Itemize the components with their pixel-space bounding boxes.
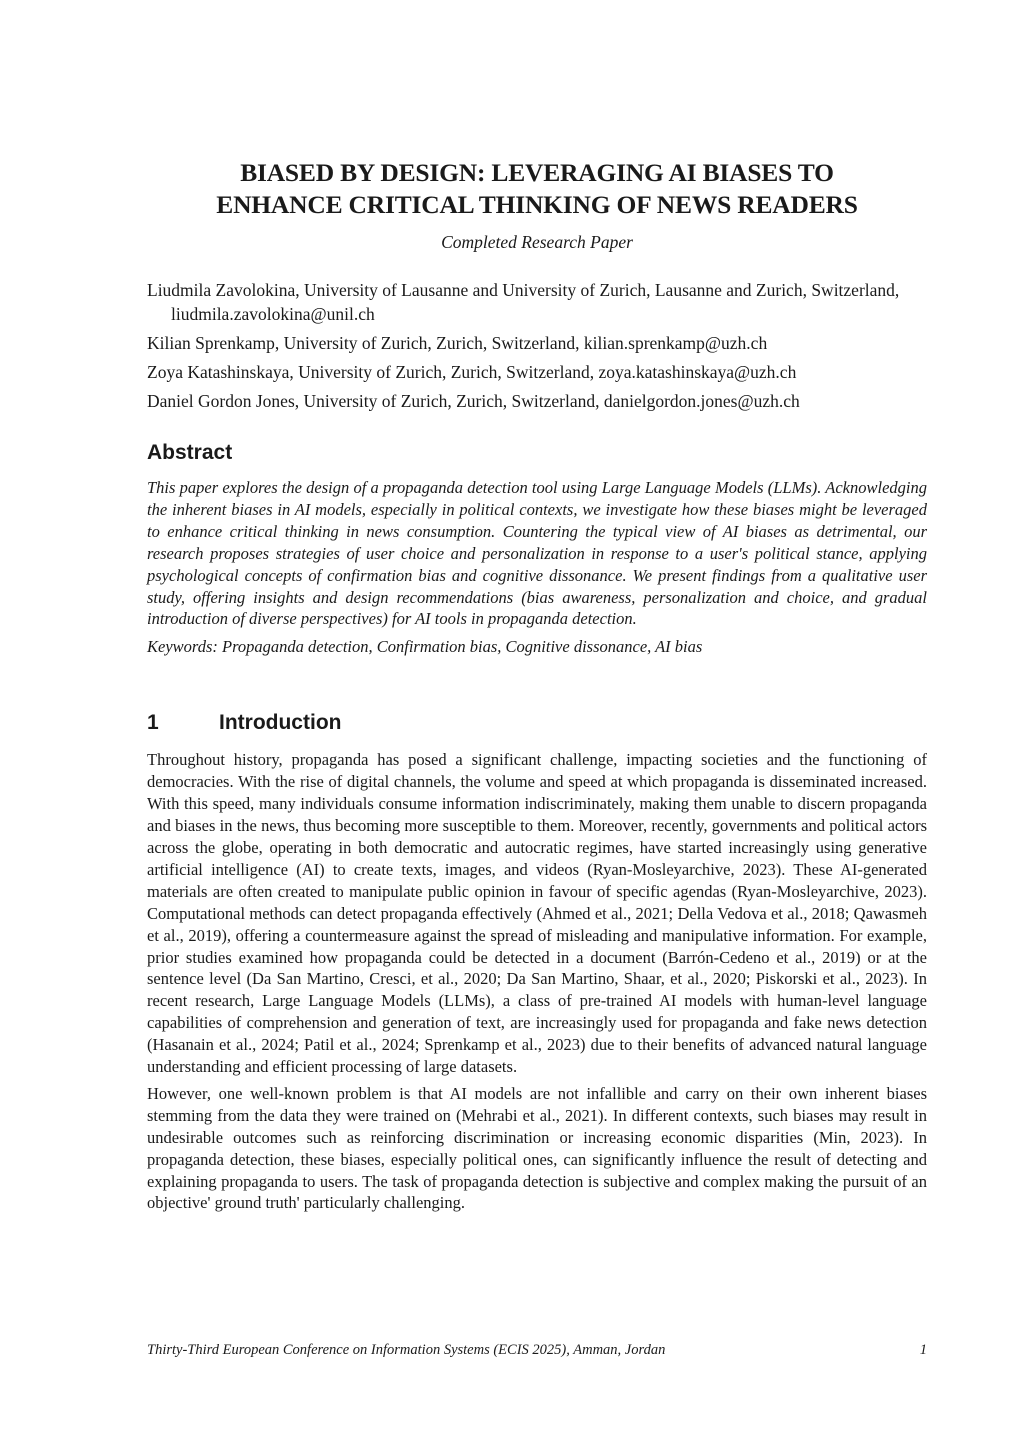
section-number: 1 [147,711,159,735]
conference-name: Thirty-Third European Conference on Information Systems (ECIS 2025), Amman, Jordan [147,1342,666,1358]
author-entry: Liudmila Zavolokina, University of Lausanne and University of Zurich, Lausanne and Zurich, Switzerland, liudmila.zavolokina@unil.ch [147,280,900,324]
title-line-1: BIASED BY DESIGN: LEVERAGING AI BIASES TO [240,158,834,187]
paper-page [147,0,927,1214]
section-title: Introduction [219,711,342,735]
body-paragraph: Throughout history, propaganda has posed a significant challenge, impacting societies and the functioning of democracies. With the rise of digital channels, the volume and speed at which propaganda is disseminated increased. With this speed, many individuals consume information indiscriminately, making them unable to discern propaganda and biases in the news, thus becoming more susceptible to them. Moreover, recently, governments and political actors across the globe, operating in both democratic and autocratic regimes, have started increasingly using generative artificial intelligence (AI) to create texts, images, and videos (Ryan-Mosleyarchive, 2023). These AI-generated materials are often created to manipulate public opinion in favour of specific agendas (Ryan-Mosleyarchive, 2023). Computational methods can detect propaganda effectively (Ahmed et al., 2021; Della Vedova et al., 2018; Qawasmeh et al., 2019), offering a countermeasure against the spread of misleading and manipulative information. For example, prior studies examined how propaganda could be detected in a document (Barrón-Cedeno et al., 2019) or at the sentence level (Da San Martino, Cresci, et al., 2020; Da San Martino, Shaar, et al., 2020; Piskorski et al., 2023). In recent research, Large Language Models (LLMs), a class of pre-trained AI models with human-level language capabilities of comprehension and generation of text, are increasingly used for propaganda and fake news detection (Hasanain et al., 2024; Patil et al., 2024; Sprenkamp et al., 2023) due to their benefits of advanced natural language understanding and efficient processing of large datasets. [147,750,927,1077]
page-footer [147,1341,927,1359]
paper-title [147,157,927,221]
author-entry: Zoya Katashinskaya, University of Zurich, Zurich, Switzerland, zoya.katashinskaya@uzh.ch [147,362,797,382]
author-entry: Kilian Sprenkamp, University of Zurich, Zurich, Switzerland, kilian.sprenkamp@uzh.ch [147,333,768,353]
abstract-text: This paper explores the design of a propaganda detection tool using Large Language Models (LLMs). Acknowledging the inherent biases in AI models, especially in political contexts, we investigate how these biases might be leveraged to enhance critical thinking in news consumption. Countering the typical view of AI biases as detrimental, our research proposes strategies of user choice and personalization in response to a user's political stance, applying psychological concepts of confirmation bias and cognitive dissonance. We present findings from a qualitative user study, offering insights and design recommendations (bias awareness, personalization and choice, and gradual introduction of diverse perspectives) for AI tools in propaganda detection. [147,478,927,629]
abstract-heading: Abstract [147,441,233,464]
keywords: Keywords: Propaganda detection, Confirmation bias, Cognitive dissonance, AI bias [147,637,703,657]
body-paragraph: However, one well-known problem is that AI models are not infallible and carry on their own inherent biases stemming from the data they were trained on (Mehrabi et al., 2021). In different contexts, such biases may result in undesirable outcomes such as reinforcing discrimination or increasing economic disparities (Min, 2023). In propaganda detection, these biases, especially political ones, can significantly influence the result of detecting and explaining propaganda to users. The task of propaganda detection is subjective and complex making the pursuit of an objective' ground truth' particularly challenging. [147,1083,927,1213]
introduction-heading [147,710,927,736]
paper-type: Completed Research Paper [441,232,633,252]
page-number: 1 [919,1342,927,1358]
title-line-2: ENHANCE CRITICAL THINKING OF NEWS READERS [216,190,858,219]
author-entry: Daniel Gordon Jones, University of Zurich, Zurich, Switzerland, danielgordon.jones@uzh.ch [147,391,800,411]
author-list [147,278,927,413]
